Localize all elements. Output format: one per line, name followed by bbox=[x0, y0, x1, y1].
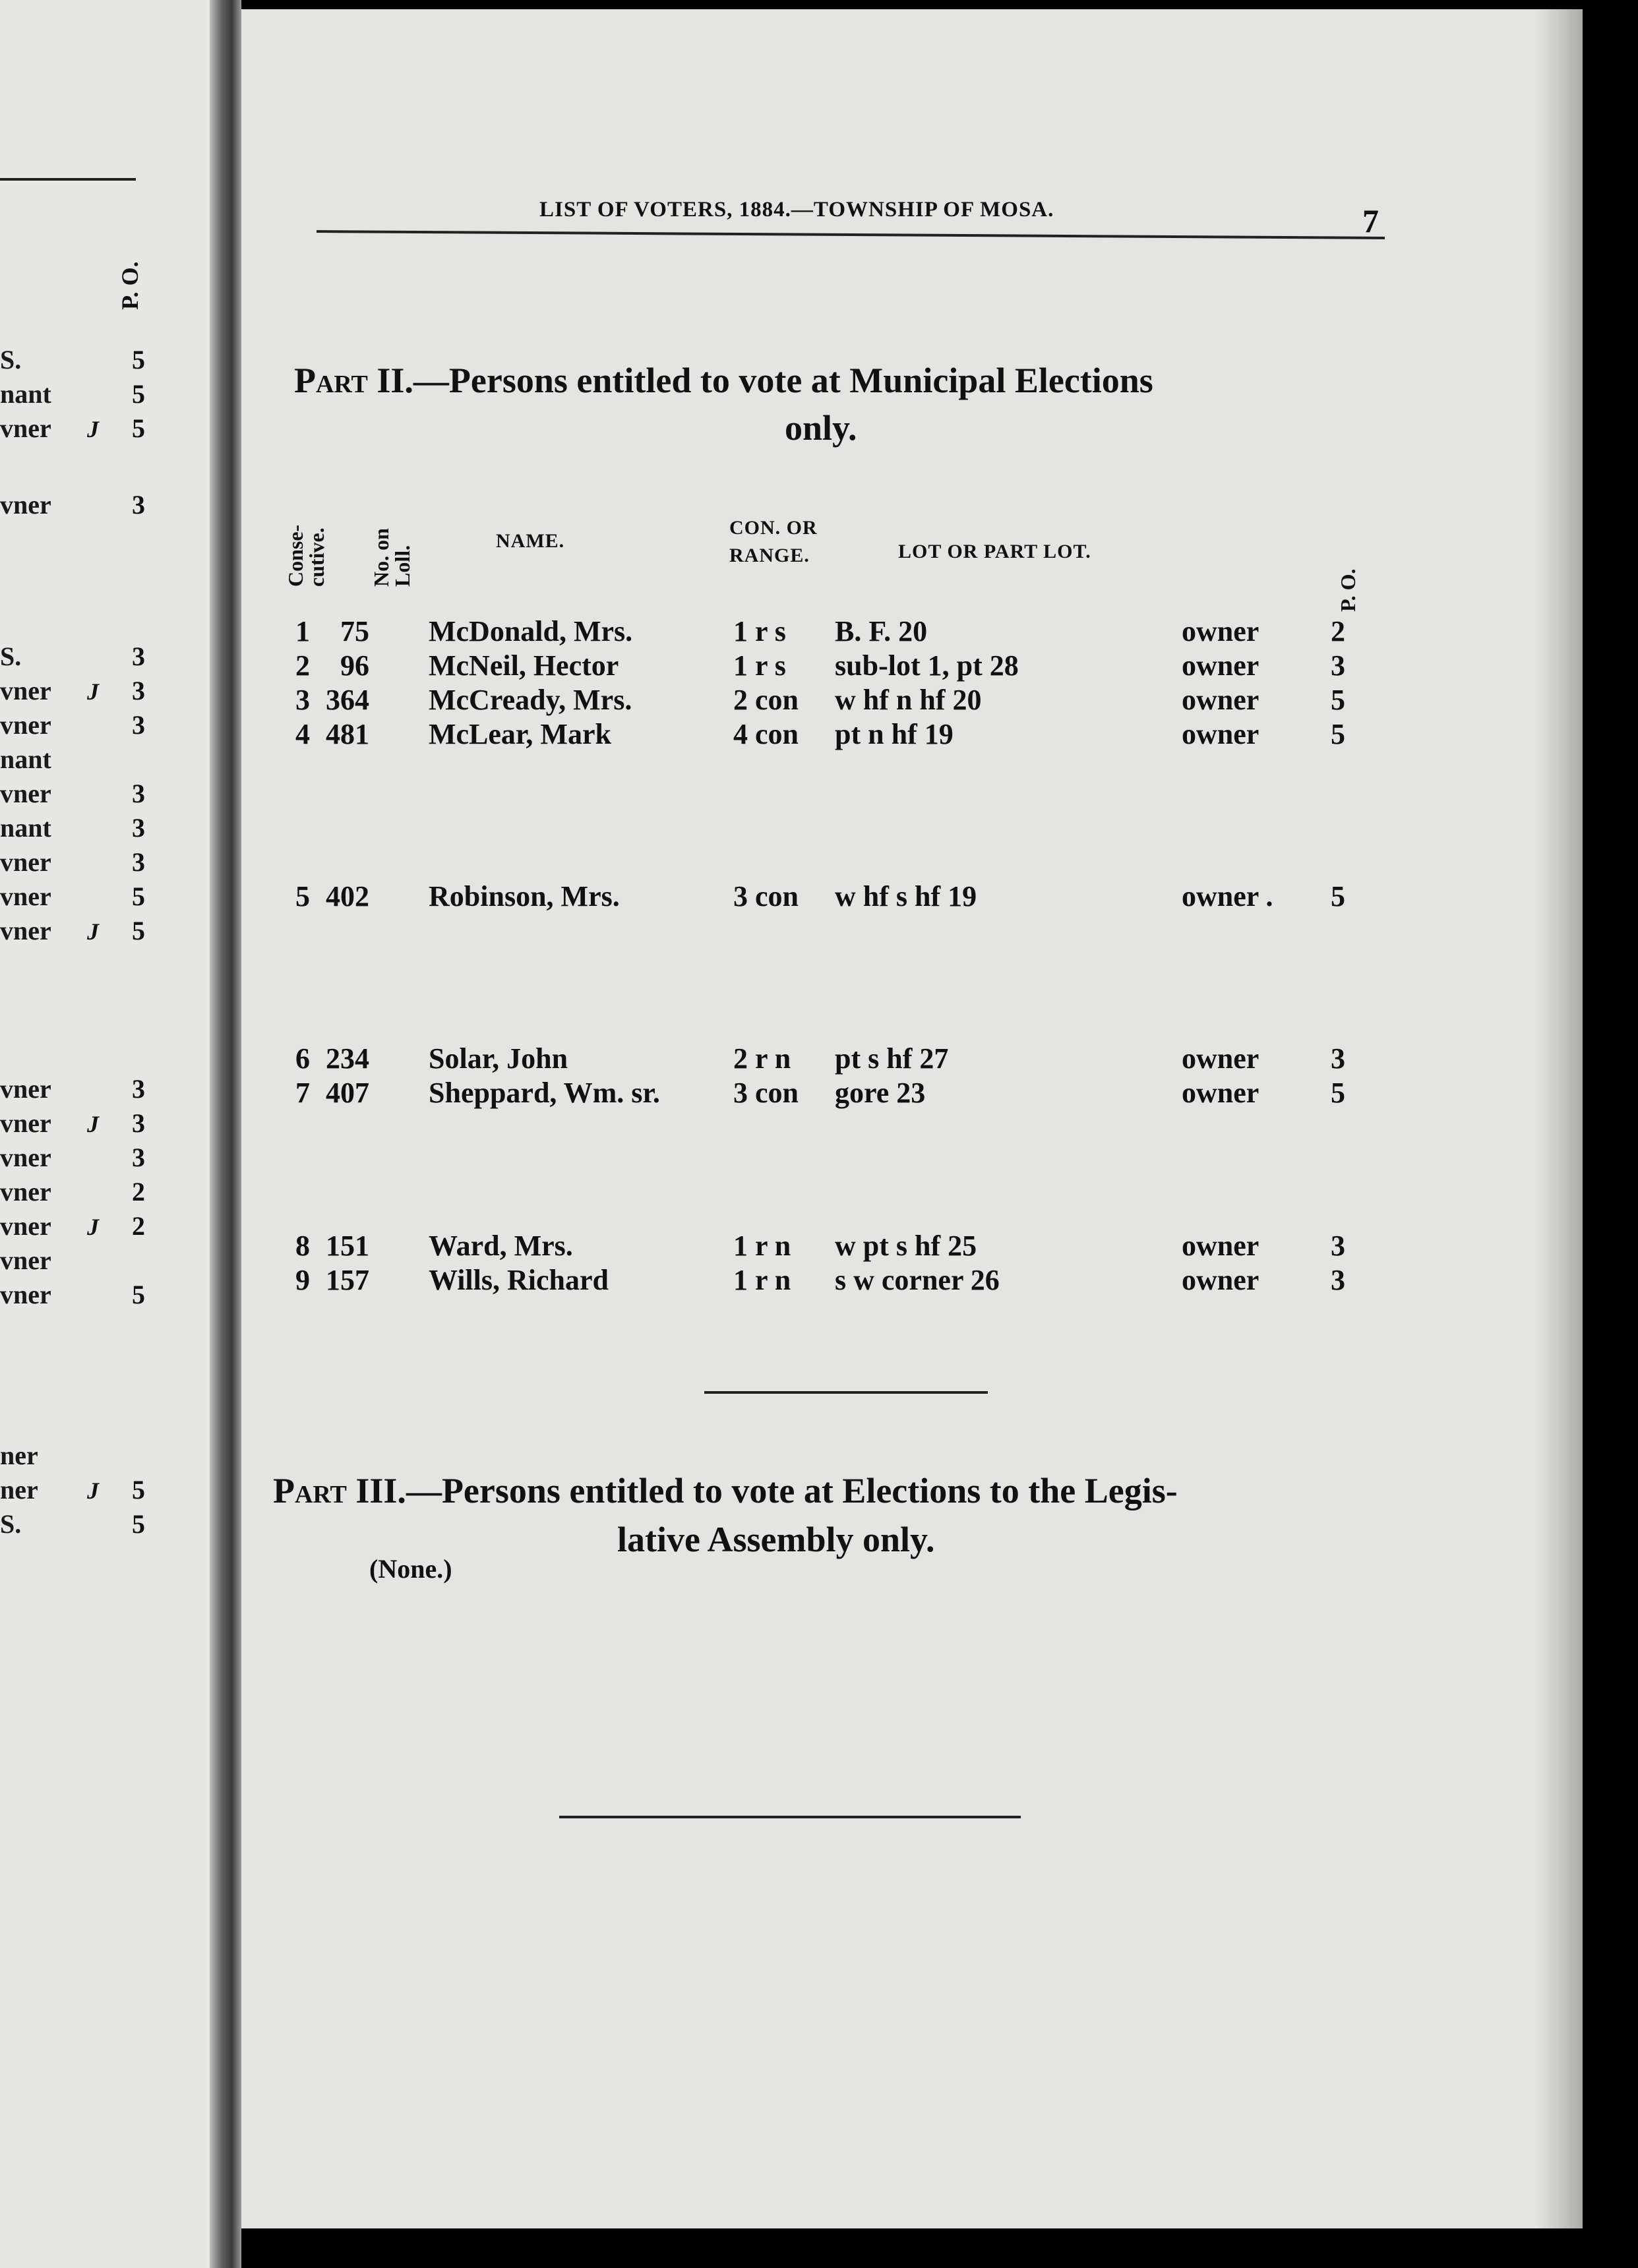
row-7-status: owner bbox=[1182, 1077, 1259, 1109]
row-9-po: 3 bbox=[1331, 1264, 1345, 1296]
row-8-po: 3 bbox=[1331, 1230, 1345, 1262]
left-row-6-po: 3 bbox=[132, 676, 145, 705]
left-row-20-po: 5 bbox=[132, 1280, 145, 1309]
left-row-8-text: nant bbox=[0, 744, 51, 774]
left-row-4-po: 3 bbox=[132, 490, 145, 520]
row-2-con: 1 r s bbox=[733, 649, 786, 682]
left-row-18-text: vner bbox=[0, 1211, 51, 1241]
col-con-l2: RANGE. bbox=[729, 545, 810, 566]
left-row-23-po: 5 bbox=[132, 1509, 145, 1539]
left-row-3-text: vner bbox=[0, 413, 51, 443]
left-row-6-mark: J bbox=[87, 678, 99, 705]
left-row-3-po: 5 bbox=[132, 413, 145, 443]
row-7-roll: 407 bbox=[326, 1077, 369, 1109]
left-row-1-po: 5 bbox=[132, 345, 145, 374]
left-po-heading: P. O. bbox=[117, 261, 143, 310]
row-9-lot: s w corner 26 bbox=[835, 1264, 1000, 1296]
col-roll bbox=[371, 528, 413, 587]
left-row-15-po: 3 bbox=[132, 1108, 145, 1138]
row-2-lot: sub-lot 1, pt 28 bbox=[835, 649, 1019, 682]
left-row-14-text: vner bbox=[0, 1074, 51, 1104]
left-row-20-text: vner bbox=[0, 1280, 51, 1309]
left-row-17-text: vner bbox=[0, 1177, 51, 1207]
row-4-po: 5 bbox=[1331, 718, 1345, 750]
part-iii-heading bbox=[273, 1472, 1178, 1510]
left-row-14-po: 3 bbox=[132, 1074, 145, 1104]
row-6-status: owner bbox=[1182, 1042, 1259, 1075]
left-row-12-text: vner bbox=[0, 881, 51, 911]
col-roll-l1: No. on bbox=[369, 528, 393, 587]
row-8-con: 1 r n bbox=[733, 1230, 791, 1262]
left-row-13-text: vner bbox=[0, 916, 51, 945]
part-iii-text-line1: —Persons entitled to vote at Elections to the Legis- bbox=[406, 1471, 1178, 1510]
left-row-9-text: vner bbox=[0, 779, 51, 808]
row-1-con: 1 r s bbox=[733, 615, 786, 647]
row-2-status: owner bbox=[1182, 649, 1259, 682]
left-row-15-mark: J bbox=[87, 1111, 99, 1137]
part-iii-label: Part III. bbox=[273, 1471, 406, 1510]
row-9-name: Wills, Richard bbox=[429, 1264, 609, 1296]
row-2-po: 3 bbox=[1331, 649, 1345, 682]
col-name: NAME. bbox=[496, 530, 565, 552]
row-9-roll: 157 bbox=[326, 1264, 369, 1296]
left-row-11-text: vner bbox=[0, 847, 51, 877]
part-ii-label: Part II. bbox=[294, 361, 413, 400]
row-8-consecutive: 8 bbox=[295, 1230, 310, 1262]
left-row-2-po: 5 bbox=[132, 379, 145, 409]
part-ii-heading-line2: only. bbox=[785, 408, 857, 448]
row-8-name: Ward, Mrs. bbox=[429, 1230, 573, 1262]
left-row-7-text: vner bbox=[0, 710, 51, 740]
row-5-consecutive: 5 bbox=[295, 880, 310, 912]
row-4-roll: 481 bbox=[326, 718, 369, 750]
col-po: P. O. bbox=[1336, 568, 1360, 612]
section-rule-1 bbox=[704, 1391, 988, 1394]
row-9-con: 1 r n bbox=[733, 1264, 791, 1296]
row-7-con: 3 con bbox=[733, 1077, 799, 1109]
left-row-10-po: 3 bbox=[132, 813, 145, 843]
left-row-21-text: ner bbox=[0, 1441, 38, 1470]
left-row-11-po: 3 bbox=[132, 847, 145, 877]
left-row-18-po: 2 bbox=[132, 1211, 145, 1241]
row-1-lot: B. F. 20 bbox=[835, 615, 928, 647]
row-7-lot: gore 23 bbox=[835, 1077, 926, 1109]
row-1-status: owner bbox=[1182, 615, 1259, 647]
row-8-lot: w pt s hf 25 bbox=[835, 1230, 977, 1262]
left-row-16-po: 3 bbox=[132, 1143, 145, 1172]
part-iii-heading-line2: lative Assembly only. bbox=[617, 1520, 935, 1559]
left-row-1-text: S. bbox=[0, 345, 22, 374]
part-ii-text-line1: —Persons entitled to vote at Municipal Elections bbox=[413, 361, 1153, 400]
row-6-po: 3 bbox=[1331, 1042, 1345, 1075]
book-gutter bbox=[210, 0, 241, 2268]
left-row-22-text: ner bbox=[0, 1475, 38, 1505]
left-row-6-text: vner bbox=[0, 676, 51, 705]
row-5-po: 5 bbox=[1331, 880, 1345, 912]
row-3-lot: w hf n hf 20 bbox=[835, 684, 982, 716]
row-9-consecutive: 9 bbox=[295, 1264, 310, 1296]
row-3-po: 5 bbox=[1331, 684, 1345, 716]
left-page-fragment bbox=[0, 0, 223, 2268]
row-5-name: Robinson, Mrs. bbox=[429, 880, 620, 912]
row-3-consecutive: 3 bbox=[295, 684, 310, 716]
part-ii-heading bbox=[294, 361, 1153, 400]
col-consecutive bbox=[285, 525, 327, 587]
left-row-23-text: S. bbox=[0, 1509, 22, 1539]
row-8-status: owner bbox=[1182, 1230, 1259, 1262]
row-3-name: McCready, Mrs. bbox=[429, 684, 632, 716]
row-6-roll: 234 bbox=[326, 1042, 369, 1075]
row-5-status: owner . bbox=[1182, 880, 1273, 912]
left-row-7-po: 3 bbox=[132, 710, 145, 740]
part-iii-none-note: (None.) bbox=[369, 1554, 452, 1584]
col-con-l1: CON. OR bbox=[729, 517, 818, 539]
col-lot: LOT OR PART LOT. bbox=[898, 541, 1091, 562]
row-4-consecutive: 4 bbox=[295, 718, 310, 750]
row-6-name: Solar, John bbox=[429, 1042, 568, 1075]
row-4-lot: pt n hf 19 bbox=[835, 718, 954, 750]
col-roll-l2: Loll. bbox=[390, 545, 414, 587]
left-row-15-text: vner bbox=[0, 1108, 51, 1138]
col-consecutive-l1: Conse- bbox=[284, 524, 307, 587]
row-9-status: owner bbox=[1182, 1264, 1259, 1296]
left-row-3-mark: J bbox=[87, 416, 99, 442]
row-1-roll: 75 bbox=[340, 615, 369, 647]
row-1-po: 2 bbox=[1331, 615, 1345, 647]
left-row-19-text: vner bbox=[0, 1245, 51, 1275]
row-3-status: owner bbox=[1182, 684, 1259, 716]
left-row-16-text: vner bbox=[0, 1143, 51, 1172]
left-row-13-po: 5 bbox=[132, 916, 145, 945]
row-3-con: 2 con bbox=[733, 684, 799, 716]
row-4-con: 4 con bbox=[733, 718, 799, 750]
row-4-status: owner bbox=[1182, 718, 1259, 750]
row-1-name: McDonald, Mrs. bbox=[429, 615, 633, 647]
left-page-rule bbox=[0, 178, 136, 181]
left-row-17-po: 2 bbox=[132, 1177, 145, 1207]
row-5-con: 3 con bbox=[733, 880, 799, 912]
page-sheet bbox=[241, 9, 1583, 2228]
left-row-22-po: 5 bbox=[132, 1475, 145, 1505]
row-6-lot: pt s hf 27 bbox=[835, 1042, 949, 1075]
row-7-consecutive: 7 bbox=[295, 1077, 310, 1109]
row-5-roll: 402 bbox=[326, 880, 369, 912]
row-8-roll: 151 bbox=[326, 1230, 369, 1262]
left-row-22-mark: J bbox=[87, 1477, 99, 1504]
end-rule bbox=[559, 1816, 1021, 1818]
row-2-roll: 96 bbox=[340, 649, 369, 682]
left-row-13-mark: J bbox=[87, 918, 99, 945]
col-con bbox=[729, 514, 818, 570]
row-6-consecutive: 6 bbox=[295, 1042, 310, 1075]
left-row-18-mark: J bbox=[87, 1214, 99, 1240]
row-2-name: McNeil, Hector bbox=[429, 649, 619, 682]
left-row-12-po: 5 bbox=[132, 881, 145, 911]
row-4-name: McLear, Mark bbox=[429, 718, 611, 750]
row-5-lot: w hf s hf 19 bbox=[835, 880, 977, 912]
row-3-roll: 364 bbox=[326, 684, 369, 716]
left-row-9-po: 3 bbox=[132, 779, 145, 808]
row-7-name: Sheppard, Wm. sr. bbox=[429, 1077, 660, 1109]
row-1-consecutive: 1 bbox=[295, 615, 310, 647]
left-row-10-text: nant bbox=[0, 813, 51, 843]
row-2-consecutive: 2 bbox=[295, 649, 310, 682]
left-row-2-text: nant bbox=[0, 379, 51, 409]
page-edge-shade bbox=[1536, 9, 1583, 2228]
left-row-4-text: vner bbox=[0, 490, 51, 520]
running-head: LIST OF VOTERS, 1884.—TOWNSHIP OF MOSA. bbox=[539, 198, 1054, 222]
row-6-con: 2 r n bbox=[733, 1042, 791, 1075]
row-7-po: 5 bbox=[1331, 1077, 1345, 1109]
left-row-5-po: 3 bbox=[132, 642, 145, 671]
page-number: 7 bbox=[1362, 202, 1379, 239]
col-consecutive-l2: cutive. bbox=[305, 527, 328, 587]
left-row-5-text: S. bbox=[0, 642, 22, 671]
